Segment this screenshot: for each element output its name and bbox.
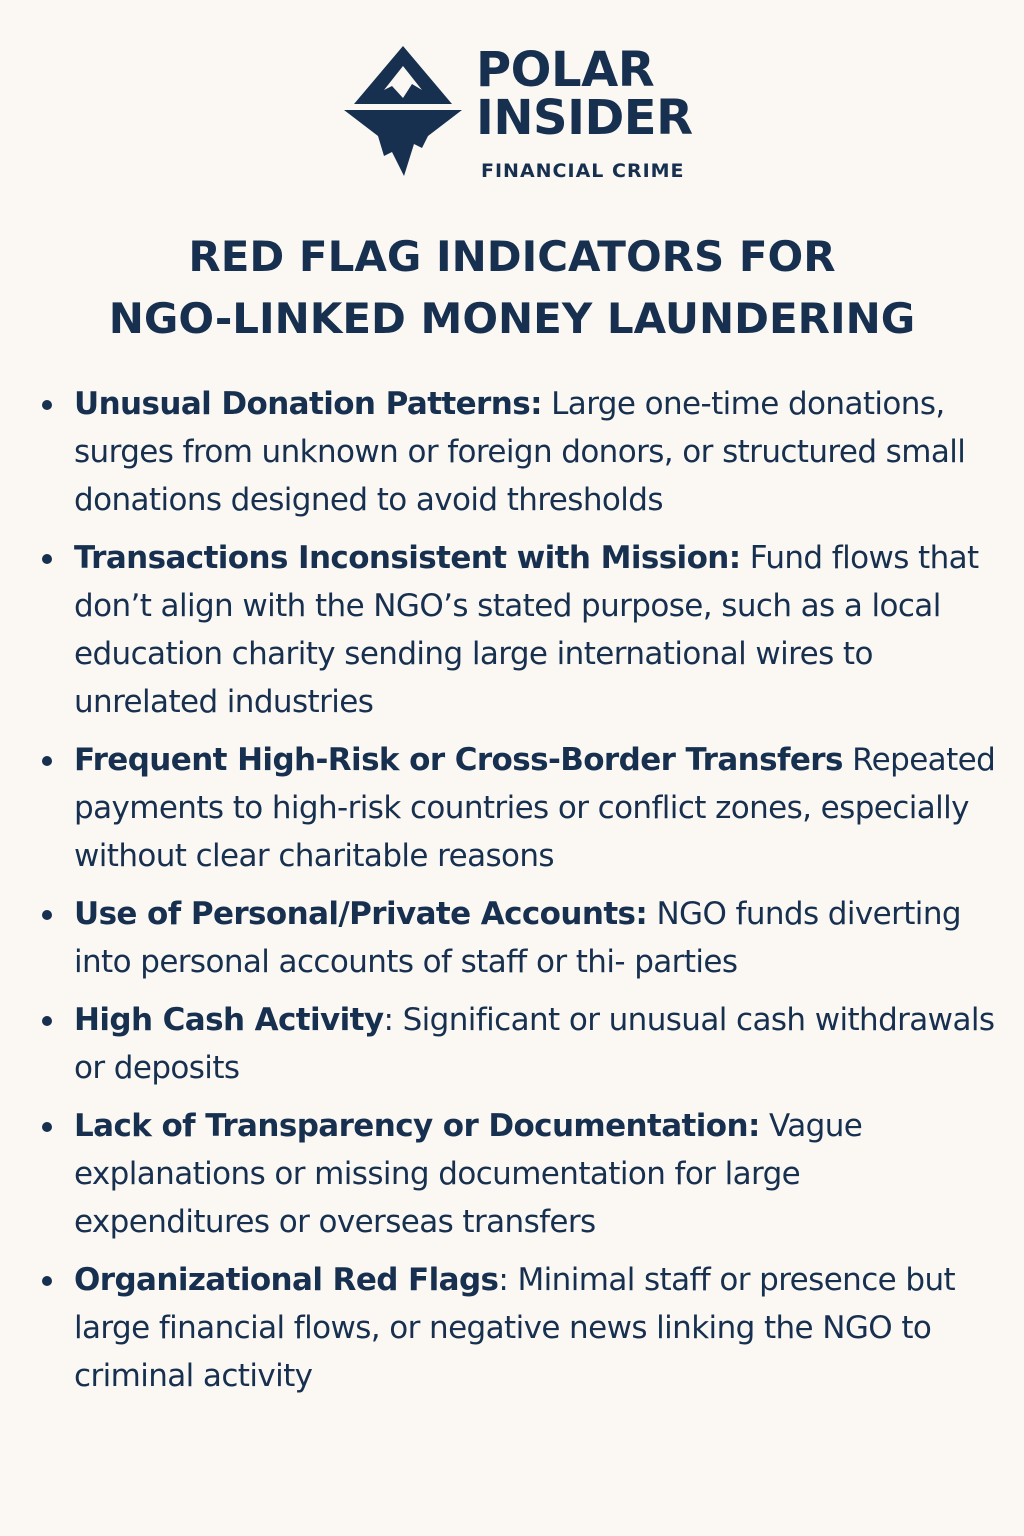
list-item-organizational-red-flags bbox=[0, 1256, 1024, 1400]
page-title-line1: RED FLAG INDICATORS FOR bbox=[188, 232, 836, 281]
indicator-term: Use of Personal/Private Accounts: bbox=[74, 896, 648, 932]
list-item-high-risk-transfers bbox=[0, 736, 1024, 880]
bullet-icon bbox=[42, 910, 52, 920]
bullet-icon bbox=[42, 756, 52, 766]
brand-tagline: FINANCIAL CRIME bbox=[481, 160, 685, 182]
indicator-description: : Significant or unusual cash withdrawals or deposits bbox=[74, 1002, 995, 1086]
indicator-term: Transactions Inconsistent with Mission: bbox=[74, 540, 741, 576]
indicator-description: NGO funds diverting into personal accounts of staff or thi- parties bbox=[74, 896, 961, 980]
indicator-term: Unusual Donation Patterns: bbox=[74, 386, 542, 422]
bullet-icon bbox=[42, 1122, 52, 1132]
indicator-description: Fund flows that don’t align with the NGO’s stated purpose, such as a local education charity sending large international wires to unrelated industries bbox=[74, 540, 979, 720]
list-item-lack-of-transparency bbox=[0, 1102, 1024, 1246]
bullet-icon bbox=[42, 1276, 52, 1286]
indicator-term: Organizational Red Flags bbox=[74, 1262, 499, 1298]
red-flag-list bbox=[0, 380, 1024, 1410]
brand-name bbox=[476, 42, 693, 146]
indicator-term: Frequent High-Risk or Cross-Border Transfers bbox=[74, 742, 843, 778]
brand-logo bbox=[342, 44, 722, 194]
brand-name-line1: POLAR bbox=[476, 42, 655, 98]
brand-name-line2: INSIDER bbox=[476, 90, 693, 146]
page-title bbox=[0, 226, 1024, 350]
list-item-personal-accounts bbox=[0, 890, 1024, 986]
bullet-icon bbox=[42, 400, 52, 410]
indicator-description: Large one-time donations, surges from unknown or foreign donors, or structured small donations designed to avoid thresholds bbox=[74, 386, 966, 518]
list-item-unusual-donation-patterns bbox=[0, 380, 1024, 524]
indicator-term: High Cash Activity bbox=[74, 1002, 384, 1038]
iceberg-mountain-icon bbox=[342, 44, 464, 178]
bullet-icon bbox=[42, 554, 52, 564]
list-item-high-cash-activity bbox=[0, 996, 1024, 1092]
indicator-term: Lack of Transparency or Documentation: bbox=[74, 1108, 760, 1144]
list-item-transactions-inconsistent bbox=[0, 534, 1024, 726]
bullet-icon bbox=[42, 1016, 52, 1026]
indicator-description: Repeated payments to high-risk countries or conflict zones, especially without clear charitable reasons bbox=[74, 742, 996, 874]
page-title-line2: NGO-LINKED MONEY LAUNDERING bbox=[108, 294, 916, 343]
indicator-description: : Minimal staff or presence but large financial flows, or negative news linking the NGO to criminal activity bbox=[74, 1262, 956, 1394]
indicator-description: Vague explanations or missing documentation for large expenditures or overseas transfers bbox=[74, 1108, 863, 1240]
